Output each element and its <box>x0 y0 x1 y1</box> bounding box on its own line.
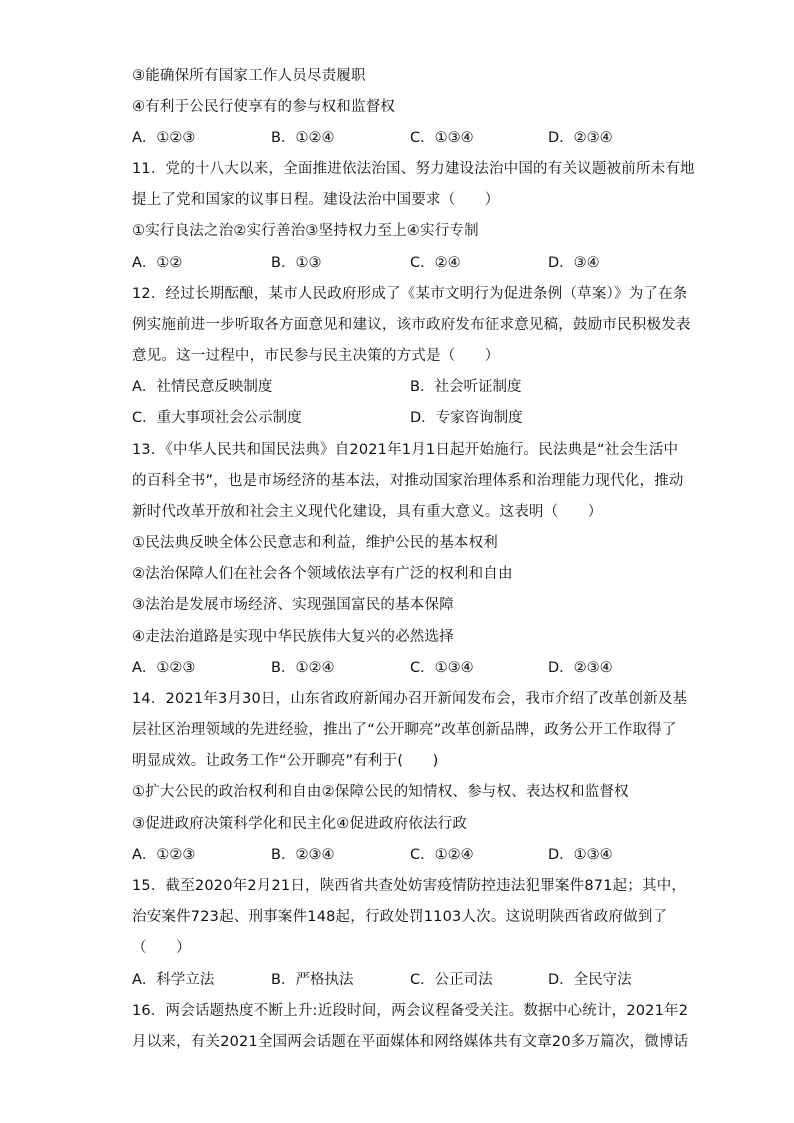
choice-a: A．①②③ <box>132 847 196 863</box>
choice-a: A．①② <box>132 255 183 271</box>
q15-stem: 15．截至2020年2月21日，陕西省共查处妨害疫情防控违法犯罪案件871起；其中， <box>132 878 687 894</box>
q12-stem: 意见。这一过程中，市民参与民主决策的方式是（ ） <box>132 348 500 364</box>
choice-b: B．①②④ <box>271 660 335 676</box>
q14-stem: 明显成效。让政务工作“公开聊亮”有利于( ) <box>132 753 439 769</box>
choice-b: B．②③④ <box>271 847 335 863</box>
q16-stem: 16．两会话题热度不断上升:近段时间，两会议程备受关注。数据中心统计，2021年2 <box>132 1003 689 1019</box>
choice-d: D．③④ <box>548 255 600 271</box>
q13-choices <box>132 658 692 678</box>
q12-stem: 例实施前进一步听取各方面意见和建议，该市政府发布征求意见稿，鼓励市民积极发表 <box>132 317 691 333</box>
choice-c: C．①③④ <box>410 130 474 146</box>
choice-b: B．①②④ <box>271 130 335 146</box>
q12-choices-row2 <box>132 408 692 428</box>
q16-stem: 月以来，有关2021全国两会话题在平面媒体和网络媒体共有文章20多万篇次，微博话 <box>132 1034 689 1050</box>
q13-statement: ①民法典反映全体公民意志和利益，维护公民的基本权利 <box>132 535 498 551</box>
q12-choices-row1 <box>132 377 692 397</box>
choice-a: A．社情民意反映制度 <box>132 379 273 395</box>
choice-a: A．科学立法 <box>132 972 215 988</box>
q11-statements: ①实行良法之治②实行善治③坚持权力至上④实行专制 <box>132 223 479 239</box>
choice-c: C．①②④ <box>410 847 474 863</box>
q13-statement: ④走法治道路是实现中华民族伟大复兴的必然选择 <box>132 629 454 645</box>
choice-c: C．公正司法 <box>410 972 493 988</box>
q13-statement: ③法治是发展市场经济、实现强国富民的基本保障 <box>132 597 454 613</box>
choice-c: C．①③④ <box>410 660 474 676</box>
choice-a: A．①②③ <box>132 130 196 146</box>
q13-stem: 新时代改革开放和社会主义现代化建设，具有重大意义。这表明（ ） <box>132 504 603 520</box>
q15-blank: （ ） <box>132 940 191 956</box>
choice-d: D．②③④ <box>548 130 613 146</box>
q13-stem: 13．《中华人民共和国民法典》自2021年1月1日起开始施行。民法典是“社会生活中 <box>132 442 679 458</box>
q15-choices <box>132 970 692 990</box>
q12-stem: 12．经过长期酝酿，某市人民政府形成了《某市文明行为促进条例（草案）》为了在条 <box>132 286 688 302</box>
choice-b: B．严格执法 <box>271 972 354 988</box>
q14-stem: 14．2021年3月30日，山东省政府新闻办召开新闻发布会，我市介绍了改革创新及基 <box>132 691 688 707</box>
q11-choices <box>132 253 692 273</box>
choice-b: B．社会听证制度 <box>410 379 522 395</box>
q10-option-3: ③能确保所有国家工作人员尽责履职 <box>132 68 366 84</box>
q11-stem: 提上了党和国家的议事日程。建设法治中国要求（ ） <box>132 192 500 208</box>
q14-statement: ①扩大公民的政治权利和自由②保障公民的知情权、参与权、表达权和监督权 <box>132 784 629 800</box>
choice-d: D．②③④ <box>548 660 613 676</box>
q14-choices <box>132 845 692 865</box>
q15-stem: 治安案件723起、刑事案件148起，行政处罚1103人次。这说明陕西省政府做到了 <box>132 909 668 925</box>
choice-a: A．①②③ <box>132 660 196 676</box>
choice-b: B．①③ <box>271 255 322 271</box>
q10-choices <box>132 128 692 148</box>
q10-option-4: ④有利于公民行使享有的参与权和监督权 <box>132 99 396 115</box>
q14-statement: ③促进政府决策科学化和民主化④促进政府依法行政 <box>132 816 468 832</box>
q13-stem: 的百科全书”，也是市场经济的基本法，对推动国家治理体系和治理能力现代化，推动 <box>132 473 684 489</box>
choice-d: D．全民守法 <box>548 972 632 988</box>
choice-c: C．重大事项社会公示制度 <box>132 410 302 426</box>
choice-d: D．专家咨询制度 <box>410 410 523 426</box>
choice-c: C．②④ <box>410 255 461 271</box>
q14-stem: 层社区治理领域的先进经验，推出了“公开聊亮”改革创新品牌，政务公开工作取得了 <box>132 722 677 738</box>
q13-statement: ②法治保障人们在社会各个领域依法享有广泛的权利和自由 <box>132 566 513 582</box>
choice-d: D．①③④ <box>548 847 613 863</box>
q11-stem: 11．党的十八大以来，全面推进依法治国、努力建设法治中国的有关议题被前所未有地 <box>132 161 695 177</box>
